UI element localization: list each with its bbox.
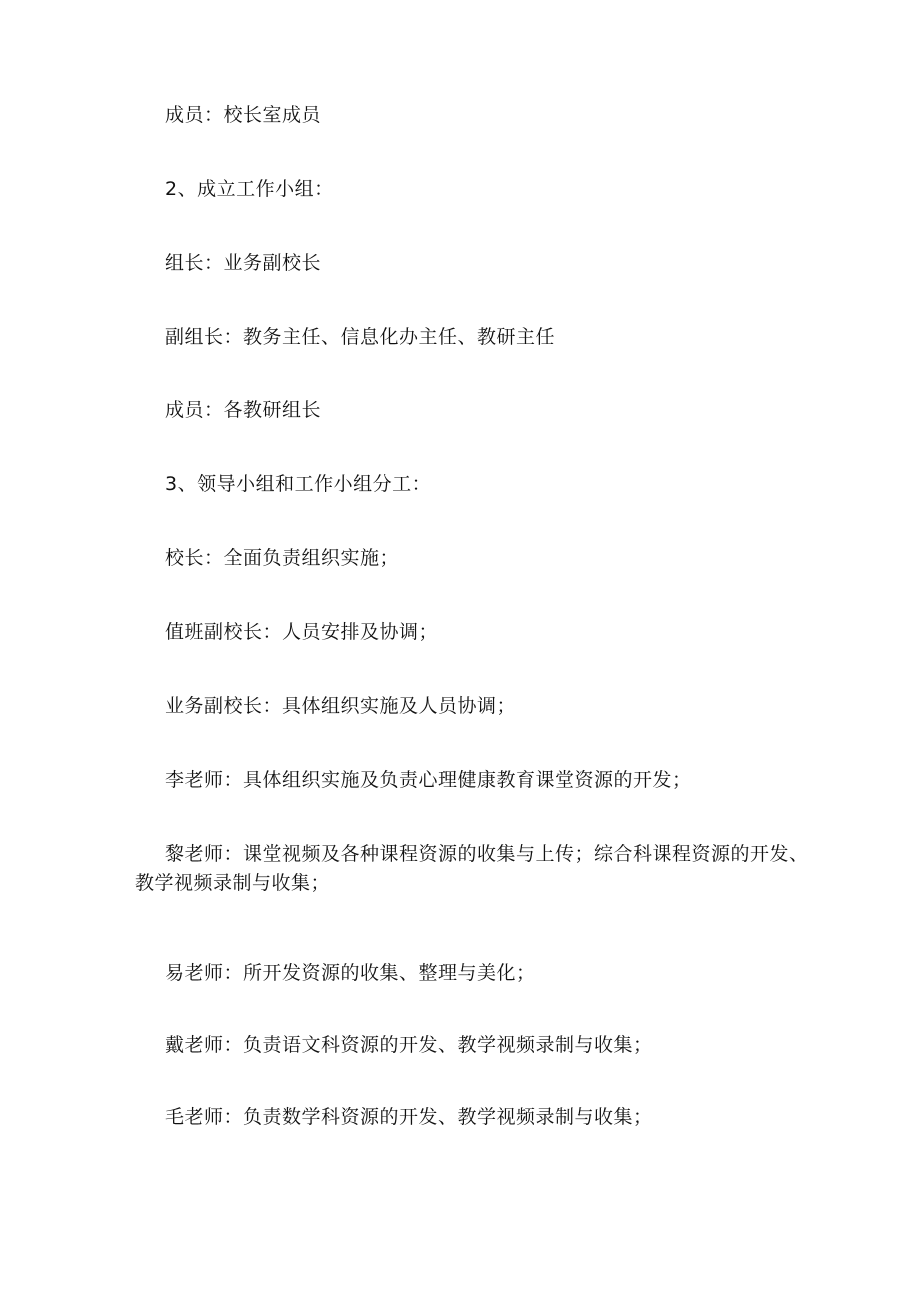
duty-vice-principal-business: 业务副校长：具体组织实施及人员协调；: [165, 695, 517, 717]
members-working-group: 成员：各教研组长: [165, 399, 322, 421]
duty-principal: 校长：全面负责组织实施；: [165, 547, 400, 569]
deputy-group-leader: 副组长：教务主任、信息化办主任、教研主任: [165, 326, 556, 348]
duty-teacher-mao: 毛老师：负责数学科资源的开发、教学视频录制与收集；: [165, 1106, 653, 1128]
duty-teacher-li-2: 黎老师：课堂视频及各种课程资源的收集与上传；综合科课程资源的开发、教学视频录制与收集；: [135, 843, 809, 894]
duty-teacher-dai: 戴老师：负责语文科资源的开发、教学视频录制与收集；: [165, 1034, 653, 1056]
section-heading-working-group: 2、成立工作小组：: [165, 178, 334, 200]
duty-teacher-yi: 易老师：所开发资源的收集、整理与美化；: [165, 962, 536, 984]
members-leading-group: 成员：校长室成员: [165, 104, 322, 126]
section-heading-division-of-labor: 3、领导小组和工作小组分工：: [165, 473, 432, 495]
duty-vice-principal-on-duty: 值班副校长：人员安排及协调；: [165, 621, 439, 643]
group-leader: 组长：业务副校长: [165, 252, 322, 274]
duty-teacher-li: 李老师：具体组织实施及负责心理健康教育课堂资源的开发；: [165, 769, 692, 791]
